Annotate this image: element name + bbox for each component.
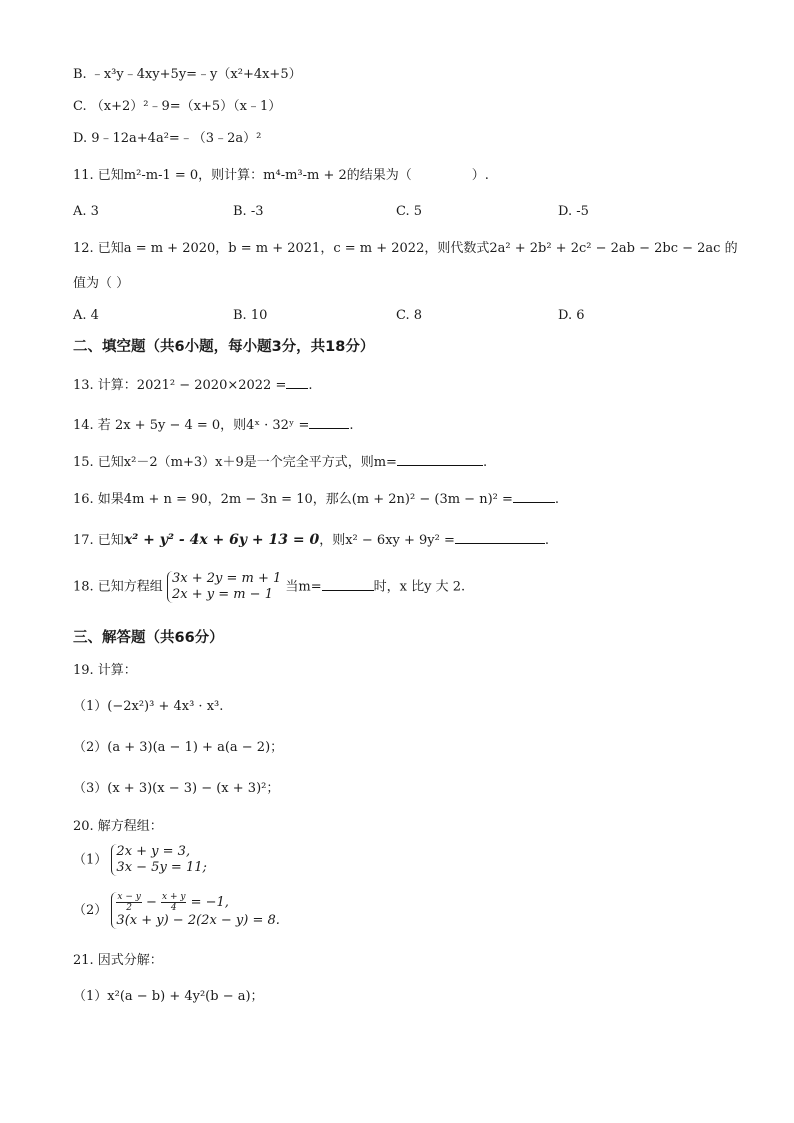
q12-option-b: B. 10: [233, 308, 268, 323]
q11-option-d: D. -5: [558, 204, 589, 219]
q12-option-d: D. 6: [558, 308, 585, 323]
section-3-heading: 三、解答题（共66分）: [73, 630, 224, 646]
question-12: 12. 已知a = m + 2020，b = m + 2021，c = m + 2022，则代数式2a² + 2b² + 2c² − 2ab − 2bc − 2ac 的: [73, 241, 738, 256]
q12-option-c: C. 8: [396, 308, 423, 323]
q20-part-2: （2） $\frac{x - y}{2}$ − $\frac{x + y}{4}$ = −1, 3(x + y) − 2(2x − y) = 8.: [73, 892, 280, 928]
question-12-cont: 值为（ ）: [73, 276, 130, 291]
question-19: 19. 计算：: [73, 663, 137, 678]
question-14: 14. 若 2x + 5y − 4 = 0，则4ˣ · 32ʸ = .: [73, 418, 354, 433]
q19-part-1: （1）(−2x²)³ + 4x³ · x³.: [73, 699, 224, 714]
q11-option-a: A. 3: [73, 204, 99, 219]
option-b: B. ﹣x³y﹣4xy+5y=﹣y（x²+4x+5）: [73, 67, 302, 82]
fraction: $\frac{x + y}{4}$: [162, 892, 186, 913]
option-c: C. （x+2）²﹣9=（x+5）（x﹣1）: [73, 99, 282, 114]
q12-option-a: A. 4: [73, 308, 99, 323]
equation-system: 2x + y = 3, 3x − 5y = 11;: [111, 844, 206, 876]
question-15: 15. 已知x²－2（m+3）x＋9是一个完全平方式，则m= .: [73, 455, 488, 470]
question-20: 20. 解方程组：: [73, 819, 163, 834]
option-d: D. 9﹣12a+4a²=﹣（3﹣2a）²: [73, 131, 262, 146]
q11-option-b: B. -3: [233, 204, 264, 219]
q19-part-3: （3）(x + 3)(x − 3) − (x + 3)²；: [73, 781, 280, 796]
question-13: 13. 计算：2021² − 2020×2022 = .: [73, 378, 313, 393]
fraction: $\frac{x - y}{2}$: [117, 892, 141, 913]
q11-option-c: C. 5: [396, 204, 423, 219]
equation-system: 3x + 2y = m + 1 2x + y = m − 1: [167, 571, 281, 603]
question-16: 16. 如果4m + n = 90，2m − 3n = 10，那么(m + 2n)² − (3m − n)² = .: [73, 492, 560, 507]
section-2-heading: 二、填空题（共6小题，每小题3分，共18分）: [73, 339, 375, 355]
equation-system: $\frac{x - y}{2}$ − $\frac{x + y}{4}$ = −1, 3(x + y) − 2(2x − y) = 8.: [111, 892, 279, 929]
question-11: 11. 已知m²-m-1 = 0，则计算：m⁴-m³-m + 2的结果为（ ）.: [73, 168, 489, 183]
q19-part-2: （2）(a + 3)(a − 1) + a(a − 2)；: [73, 740, 284, 755]
q20-part-1: （1） 2x + y = 3, 3x − 5y = 11;: [73, 844, 207, 875]
question-21: 21. 因式分解：: [73, 953, 163, 968]
question-18: 18. 已知方程组 3x + 2y = m + 1 2x + y = m − 1 当m= 时，x 比y 大 2.: [73, 571, 466, 602]
question-17: 17. 已知x² + y² - 4x + 6y + 13 = 0，则x² − 6xy + 9y² = .: [73, 532, 550, 548]
q21-part-1: （1）x²(a − b) + 4y²(b − a)；: [73, 989, 264, 1004]
